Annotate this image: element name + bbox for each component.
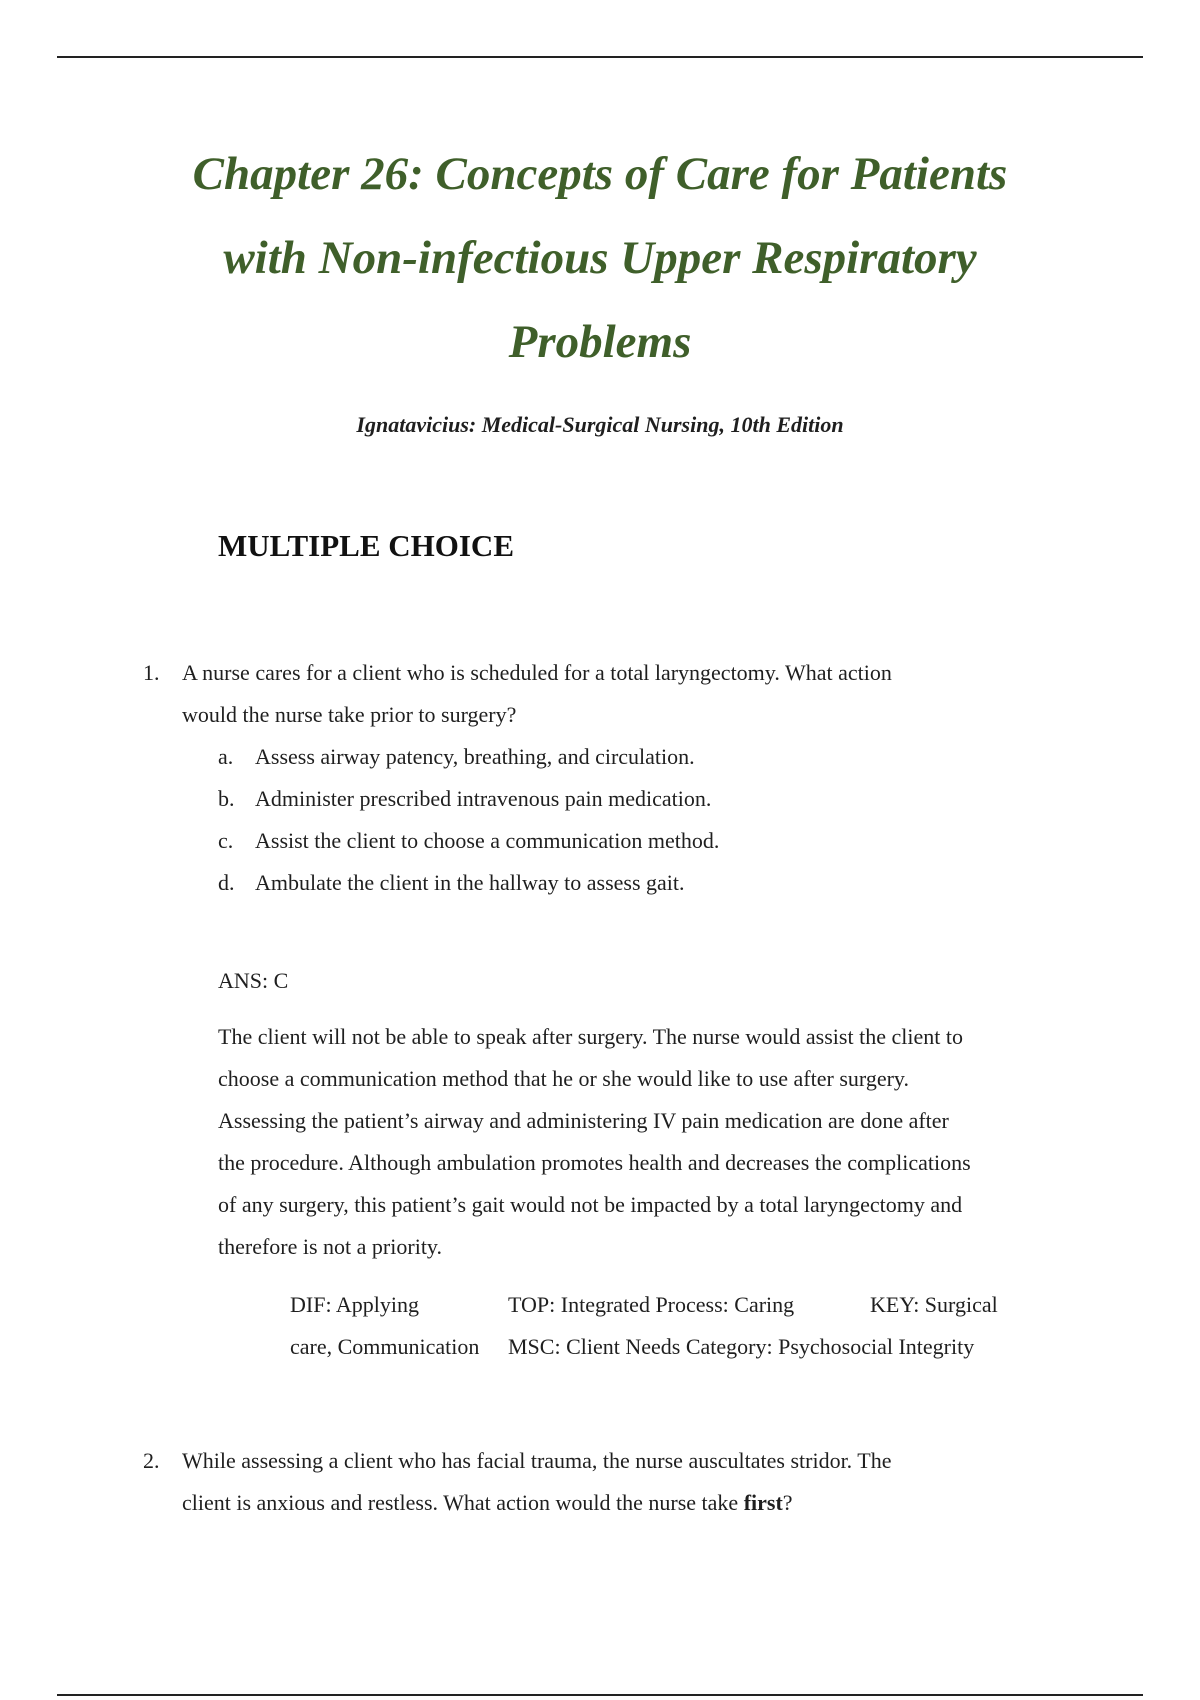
option-d [218,862,1073,904]
key-tag: KEY: Surgical [870,1292,998,1317]
top-rule [57,56,1143,58]
msc-tag: MSC: Client Needs Category: Psychosocial Integrity [508,1334,975,1359]
bottom-rule [57,1694,1143,1696]
question-text [182,1440,982,1524]
key-tag-continued: care, Communication [290,1334,480,1359]
question-text-segment: client is anxious and restless. What action would the nurse take [182,1490,744,1515]
answer-key: ANS: C [218,968,289,993]
option-letter: a. [218,744,234,769]
option-letter: c. [218,828,234,853]
section-heading: MULTIPLE CHOICE [218,528,514,563]
question-metadata [290,1284,1050,1368]
question-number: 2. [143,1448,160,1473]
rationale [218,1016,1058,1268]
difficulty-tag: DIF: Applying [290,1292,419,1317]
rationale-line: The client will not be able to speak after surgery. The nurse would assist the client to [218,1024,963,1049]
chapter-title-line-3: Problems [508,316,692,368]
option-c [218,820,1073,862]
question-1 [143,652,1073,904]
metadata-row [290,1284,1050,1326]
book-subtitle: Ignatavicius: Medical-Surgical Nursing, 10th Edition [356,412,844,437]
rationale-line: Assessing the patient’s airway and administering IV pain medication are done after [218,1108,949,1133]
option-text: Administer prescribed intravenous pain medication. [255,786,712,811]
chapter-title [0,132,1200,384]
chapter-title-line-2: with Non-infectious Upper Respiratory [223,232,977,284]
rationale-line: therefore is not a priority. [218,1234,442,1259]
question-text [182,652,982,736]
option-letter: b. [218,786,235,811]
option-text: Assist the client to choose a communication method. [255,828,720,853]
rationale-line: the procedure. Although ambulation promotes health and decreases the complications [218,1150,971,1175]
rationale-line: of any surgery, this patient’s gait would not be impacted by a total laryngectomy and [218,1192,963,1217]
question-text-line: would the nurse take prior to surgery? [182,702,517,727]
option-b [218,778,1073,820]
option-a [218,736,1073,778]
option-text: Ambulate the client in the hallway to assess gait. [255,870,685,895]
metadata-row [290,1326,1050,1368]
question-text-segment: ? [782,1490,793,1515]
topic-tag: TOP: Integrated Process: Caring [508,1292,795,1317]
rationale-line: choose a communication method that he or she would like to use after surgery. [218,1066,909,1091]
option-letter: d. [218,870,235,895]
option-text: Assess airway patency, breathing, and circulation. [255,744,695,769]
emphasis-text: first [743,1490,783,1515]
question-text-line [182,1482,982,1524]
question-text-line: While assessing a client who has facial trauma, the nurse auscultates stridor. The [182,1448,892,1473]
chapter-title-line-1: Chapter 26: Concepts of Care for Patients [192,148,1008,200]
question-2 [143,1440,1073,1524]
question-number: 1. [143,660,160,685]
question-text-line: A nurse cares for a client who is scheduled for a total laryngectomy. What action [182,660,892,685]
answer-options [218,736,1073,904]
